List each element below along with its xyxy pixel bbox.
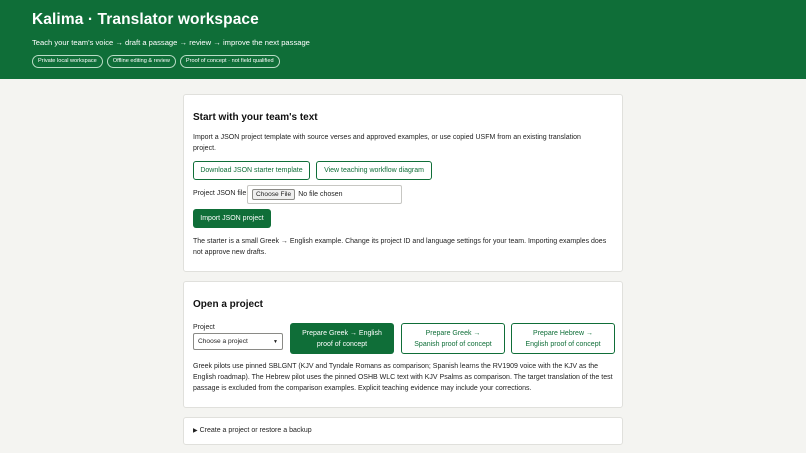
app-header bbox=[0, 0, 806, 79]
open-description: Greek pilots use pinned SBLGNT (KJV and Tyndale Romans as comparison; Spanish learns the RV1909 voice with the KJV as the English roadmap). The Hebrew pilot uses the pinned OSHB WLC text with KJV Psalms as comparison. The target translation of the test passage is excluded from the comparison examples. Explicit teaching evidence may include your corrections. bbox=[193, 363, 613, 392]
pill-offline: Offline editing & review bbox=[107, 55, 176, 68]
prepare-hebrew-english-button[interactable]: Prepare Hebrew → English proof of concept bbox=[511, 323, 615, 354]
start-note: The starter is a small Greek → English example. Change its project ID and language settings for your team. Importing examples does not approve new drafts. bbox=[193, 238, 607, 256]
download-template-button[interactable]: Download JSON starter template bbox=[193, 161, 310, 180]
pill-private: Private local workspace bbox=[32, 55, 103, 68]
project-label: Project bbox=[193, 324, 215, 331]
view-diagram-button[interactable]: View teaching workflow diagram bbox=[316, 161, 432, 180]
header-pills bbox=[32, 55, 280, 68]
open-panel bbox=[183, 281, 623, 408]
import-json-button[interactable]: Import JSON project bbox=[193, 209, 271, 228]
file-status: No file chosen bbox=[298, 191, 343, 198]
start-panel bbox=[183, 94, 623, 272]
project-file-input[interactable] bbox=[247, 185, 402, 204]
disclosure-triangle-icon: ▶ bbox=[193, 428, 198, 434]
prepare-greek-spanish-button[interactable]: Prepare Greek → Spanish proof of concept bbox=[401, 323, 505, 354]
chevron-down-icon: ▼ bbox=[273, 339, 278, 345]
pill-proof: Proof of concept · not field qualified bbox=[180, 55, 280, 68]
prepare-greek-english-button[interactable]: Prepare Greek → English proof of concept bbox=[290, 323, 394, 354]
file-label: Project JSON file bbox=[193, 190, 247, 197]
restore-panel[interactable] bbox=[183, 417, 623, 445]
restore-disclosure[interactable] bbox=[193, 427, 312, 434]
app-title: Kalima · Translator workspace bbox=[32, 11, 259, 28]
project-select[interactable] bbox=[193, 333, 283, 350]
restore-label: Create a project or restore a backup bbox=[199, 427, 312, 434]
choose-file-button[interactable]: Choose File bbox=[252, 189, 295, 200]
start-heading: Start with your team's text bbox=[193, 112, 318, 123]
start-intro: Import a JSON project template with source verses and approved examples, or use copied USFM from an existing translation project. bbox=[193, 134, 581, 152]
open-heading: Open a project bbox=[193, 299, 264, 310]
app-subtitle: Teach your team's voice → draft a passage → review → improve the next passage bbox=[32, 38, 310, 47]
project-select-value: Choose a project bbox=[198, 338, 248, 345]
